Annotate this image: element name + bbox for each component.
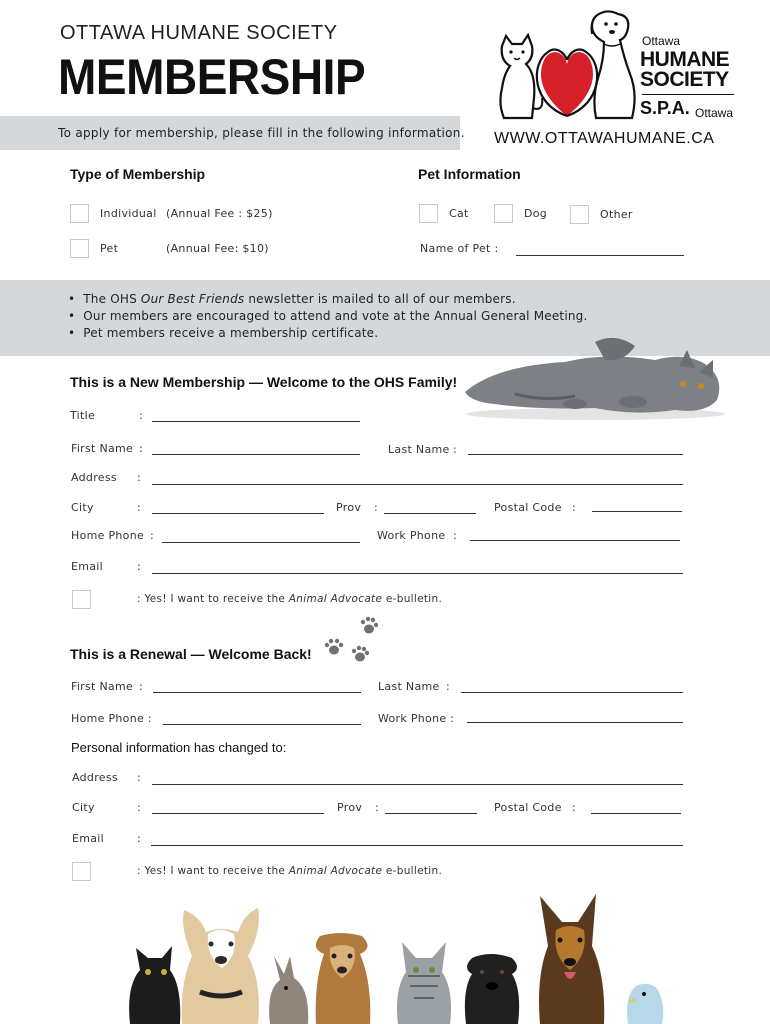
renewal-bulletin-checkbox[interactable] (72, 862, 91, 881)
pet-info-heading: Pet Information (418, 166, 521, 182)
changed-info-heading: Personal information has changed to: (71, 740, 287, 755)
renewal-city-field[interactable] (152, 813, 324, 814)
home-phone-field[interactable] (162, 542, 360, 543)
first-name-colon: : (139, 442, 144, 455)
renewal-home-phone-field[interactable] (163, 724, 361, 725)
intro-text: To apply for membership, please fill in the following information. (58, 126, 465, 140)
email-colon: : (137, 560, 142, 573)
postal-code-field[interactable] (592, 511, 682, 512)
work-phone-field[interactable] (470, 540, 680, 541)
note-newsletter: • The OHS Our Best Friends newsletter is mailed to all of our members. (68, 292, 588, 306)
paw-prints-icon (322, 616, 384, 666)
renewal-heading: This is a Renewal — Welcome Back! (70, 646, 312, 662)
pet-membership-fee: (Annual Fee: $10) (166, 242, 269, 255)
prov-label: Prov (336, 501, 362, 514)
individual-fee: (Annual Fee : $25) (166, 207, 273, 220)
renewal-postal-code-label: Postal Code (494, 801, 562, 814)
renewal-last-name-field[interactable] (461, 692, 683, 693)
pet-name-label: Name of Pet : (420, 242, 499, 255)
individual-checkbox[interactable] (70, 204, 89, 223)
pet-membership-checkbox[interactable] (70, 239, 89, 258)
renewal-last-name-colon: : (446, 680, 451, 693)
renewal-first-name-label: First Name (71, 680, 134, 693)
light-dog-image (182, 908, 259, 1024)
renewal-city-label: City (72, 801, 95, 814)
renewal-prov-label: Prov (337, 801, 363, 814)
home-phone-colon: : (150, 529, 155, 542)
rabbit-image (269, 956, 308, 1024)
renewal-postal-code-field[interactable] (591, 813, 681, 814)
shaggy-dog-image (316, 933, 371, 1024)
postal-code-label: Postal Code (494, 501, 562, 514)
logo-spa: S.P.A. (640, 98, 690, 118)
pets-photo (110, 886, 680, 1024)
note-agm: • Our members are encouraged to attend and vote at the Annual General Meeting. (68, 309, 588, 323)
title-colon: : (139, 409, 144, 422)
prov-field[interactable] (384, 513, 476, 514)
grey-cat-photo (455, 322, 735, 422)
black-cat-image (129, 946, 180, 1024)
prov-colon: : (374, 501, 379, 514)
renewal-home-phone-label: Home Phone : (71, 712, 152, 725)
pet-name-field[interactable] (516, 255, 684, 256)
city-label: City (71, 501, 94, 514)
other-label: Other (600, 208, 633, 221)
renewal-city-colon: : (137, 801, 142, 814)
renewal-first-name-colon: : (139, 680, 144, 693)
website-url: WWW.OTTAWAHUMANE.CA (494, 130, 715, 147)
renewal-prov-colon: : (375, 801, 380, 814)
cat-label: Cat (449, 207, 469, 220)
logo-divider (642, 94, 734, 95)
city-colon: : (137, 501, 142, 514)
address-field[interactable] (152, 484, 683, 485)
home-phone-label: Home Phone (71, 529, 145, 542)
title-label: Title (70, 409, 96, 422)
work-phone-label: Work Phone (377, 529, 446, 542)
first-name-label: First Name (71, 442, 134, 455)
cat-dog-heart-logo-icon (492, 8, 642, 120)
renewal-address-colon: : (137, 771, 142, 784)
new-membership-heading: This is a New Membership — Welcome to the OHS Family! (70, 374, 458, 390)
city-field[interactable] (152, 513, 324, 514)
renewal-address-label: Address (72, 771, 118, 784)
first-name-field[interactable] (152, 454, 360, 455)
page-title: MEMBERSHIP (58, 49, 366, 105)
last-name-colon: : (453, 443, 458, 456)
title-field[interactable] (152, 421, 360, 422)
email-field[interactable] (152, 573, 683, 574)
note-certificate: • Pet members receive a membership certificate. (68, 326, 588, 340)
renewal-address-field[interactable] (152, 784, 683, 785)
cat-checkbox[interactable] (419, 204, 438, 223)
renewal-email-colon: : (137, 832, 142, 845)
dog-checkbox[interactable] (494, 204, 513, 223)
logo-humane: HUMANE (640, 48, 730, 71)
logo-city-2: Ottawa (695, 106, 734, 120)
other-checkbox[interactable] (570, 205, 589, 224)
last-name-label: Last Name (388, 443, 450, 456)
renewal-bulletin-label: : Yes! I want to receive the Animal Advocate e-bulletin. (137, 865, 443, 877)
bulletin-label: : Yes! I want to receive the Animal Advocate e-bulletin. (137, 593, 443, 605)
logo-city: Ottawa (642, 34, 681, 48)
work-phone-colon: : (453, 529, 458, 542)
email-label: Email (71, 560, 104, 573)
ohs-logo (492, 8, 740, 122)
individual-label: Individual (100, 207, 157, 220)
renewal-first-name-field[interactable] (153, 692, 361, 693)
address-label: Address (71, 471, 117, 484)
budgie-image (627, 984, 663, 1024)
membership-type-heading: Type of Membership (70, 166, 206, 182)
german-shepherd-image (539, 894, 604, 1024)
pet-membership-label: Pet (100, 242, 119, 255)
renewal-postal-code-colon: : (572, 801, 577, 814)
postal-code-colon: : (572, 501, 577, 514)
address-colon: : (137, 471, 142, 484)
renewal-work-phone-label: Work Phone : (378, 712, 455, 725)
black-puppy-image (465, 954, 519, 1024)
renewal-email-field[interactable] (151, 845, 683, 846)
dog-label: Dog (524, 207, 548, 220)
tabby-cat-image (397, 942, 451, 1024)
last-name-field[interactable] (468, 454, 683, 455)
renewal-prov-field[interactable] (385, 813, 477, 814)
renewal-email-label: Email (72, 832, 105, 845)
renewal-last-name-label: Last Name (378, 680, 440, 693)
organization-name: OTTAWA HUMANE SOCIETY (60, 22, 338, 44)
logo-society: SOCIETY (640, 68, 729, 91)
bulletin-checkbox[interactable] (72, 590, 91, 609)
renewal-work-phone-field[interactable] (467, 722, 683, 723)
